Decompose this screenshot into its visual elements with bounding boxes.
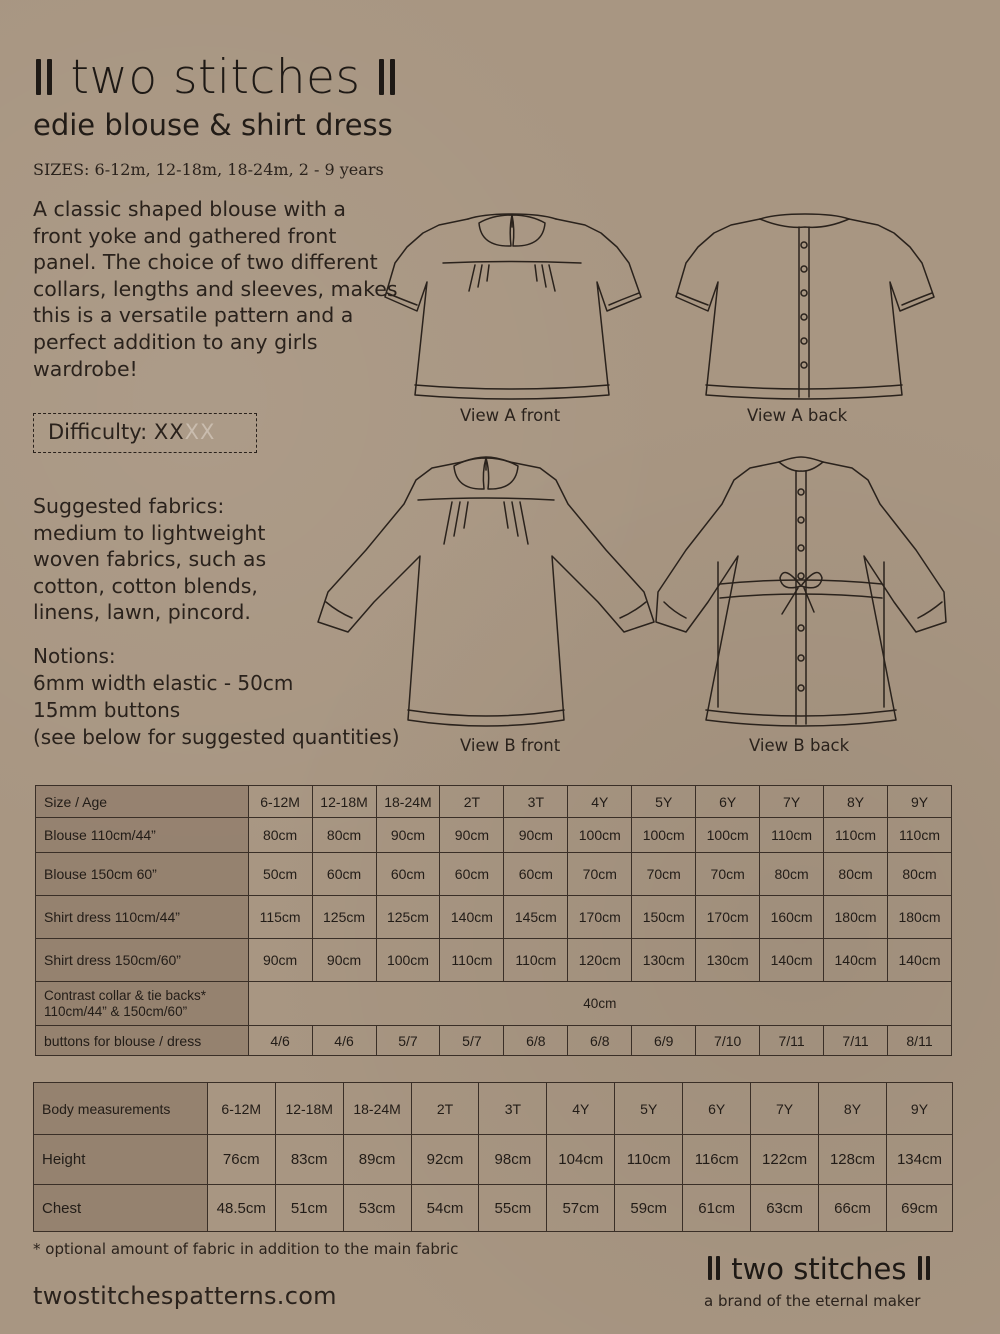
table-header-row: [34, 1083, 953, 1135]
notions-title: Notions:: [33, 644, 116, 668]
difficulty-label: Difficulty:: [48, 420, 154, 444]
table-cell: 90cm: [248, 939, 312, 982]
table-cell: 53cm: [343, 1185, 411, 1232]
table-cell: 90cm: [440, 818, 504, 853]
bar-right-mark: [379, 59, 384, 95]
table-cell: 125cm: [312, 896, 376, 939]
table-row: [36, 853, 952, 896]
row-label: Shirt dress 150cm/60”: [36, 939, 249, 982]
view-b-front-label: View B front: [460, 736, 561, 755]
table-cell: 116cm: [683, 1135, 751, 1185]
body-measurements-table: [33, 1082, 953, 1232]
suggested-fabrics: [33, 493, 333, 626]
header-cell: 6-12M: [248, 786, 312, 818]
table-cell: 7/11: [824, 1026, 888, 1056]
notions-line: (see below for suggested quantities): [33, 725, 400, 749]
header-cell: 5Y: [632, 786, 696, 818]
table-cell: 5/7: [376, 1026, 440, 1056]
bar-left-mark: [708, 1256, 712, 1280]
blouse-front-illustration: [383, 207, 643, 407]
table-row: [34, 1185, 953, 1232]
bar-left-mark: [36, 59, 41, 95]
table-cell: 92cm: [411, 1135, 479, 1185]
table-cell: 70cm: [632, 853, 696, 896]
table-cell: 61cm: [683, 1185, 751, 1232]
brand-name: two stitches: [70, 50, 361, 105]
header-cell: 7Y: [760, 786, 824, 818]
table-cell: 80cm: [760, 853, 824, 896]
table-cell: 90cm: [504, 818, 568, 853]
bar-left-mark: [47, 59, 52, 95]
sizes-line: SIZES: 6-12m, 12-18m, 18-24m, 2 - 9 years: [33, 160, 384, 179]
table-cell: 115cm: [248, 896, 312, 939]
table-cell: 80cm: [824, 853, 888, 896]
header-cell: 6Y: [696, 786, 760, 818]
table-cell: 8/11: [888, 1026, 952, 1056]
pattern-title: edie blouse & shirt dress: [33, 108, 393, 142]
table-cell: 140cm: [440, 896, 504, 939]
header-cell: 2T: [411, 1083, 479, 1135]
view-a-front-label: View A front: [460, 406, 561, 425]
fabrics-line: linens, lawn, pincord.: [33, 600, 251, 624]
fabrics-line: cotton, cotton blends,: [33, 573, 258, 598]
table-cell: 7/10: [696, 1026, 760, 1056]
header-cell: 4Y: [568, 786, 632, 818]
table-cell: 50cm: [248, 853, 312, 896]
table-cell: 89cm: [343, 1135, 411, 1185]
header-cell: Size / Age: [36, 786, 249, 818]
table-row: [36, 896, 952, 939]
table-cell: 110cm: [440, 939, 504, 982]
table-cell: 6/8: [504, 1026, 568, 1056]
table-cell: 90cm: [312, 939, 376, 982]
table-cell: 59cm: [615, 1185, 683, 1232]
brand-title: [33, 50, 398, 105]
table-cell: 180cm: [824, 896, 888, 939]
header-cell: 6-12M: [207, 1083, 275, 1135]
table-row: [36, 1026, 952, 1056]
contrast-label-line: Contrast collar & tie backs*: [44, 987, 207, 1003]
fabric-requirements-table: [35, 785, 952, 1056]
bar-left-mark: [716, 1256, 720, 1280]
table-cell: 140cm: [760, 939, 824, 982]
table-cell: 145cm: [504, 896, 568, 939]
table-cell: 140cm: [824, 939, 888, 982]
table-cell: 80cm: [312, 818, 376, 853]
header-cell: 2T: [440, 786, 504, 818]
header-cell: Body measurements: [34, 1083, 208, 1135]
table-cell: 140cm: [888, 939, 952, 982]
row-label: Chest: [34, 1185, 208, 1232]
table-cell: 6/8: [568, 1026, 632, 1056]
table-cell: 128cm: [819, 1135, 887, 1185]
contrast-label-line: 110cm/44” & 150cm/60”: [44, 1003, 188, 1019]
table-cell: 170cm: [568, 896, 632, 939]
header-cell: 12-18M: [275, 1083, 343, 1135]
header-cell: 7Y: [751, 1083, 819, 1135]
table-cell: 60cm: [440, 853, 504, 896]
blouse-back-illustration: [674, 207, 936, 407]
fabrics-title: Suggested fabrics:: [33, 494, 225, 518]
bar-right-mark: [926, 1256, 930, 1280]
header-cell: 3T: [479, 1083, 547, 1135]
table-cell: 55cm: [479, 1185, 547, 1232]
header-cell: 8Y: [824, 786, 888, 818]
fabrics-line: medium to lightweight: [33, 520, 266, 545]
row-label: Blouse 150cm 60”: [36, 853, 249, 896]
table-cell: 110cm: [888, 818, 952, 853]
table-cell: 80cm: [888, 853, 952, 896]
view-b-back-label: View B back: [749, 736, 850, 755]
table-cell: 48.5cm: [207, 1185, 275, 1232]
header-cell: 12-18M: [312, 786, 376, 818]
fabrics-line: woven fabrics, such as: [33, 547, 267, 571]
table-cell: 4/6: [312, 1026, 376, 1056]
table-cell: 54cm: [411, 1185, 479, 1232]
table-cell: 6/9: [632, 1026, 696, 1056]
notions-line: 15mm buttons: [33, 698, 181, 722]
table-cell: 60cm: [312, 853, 376, 896]
table-row: [36, 982, 952, 1026]
difficulty-rating-empty: XX: [184, 420, 216, 444]
table-cell: 60cm: [376, 853, 440, 896]
header-cell: 18-24M: [376, 786, 440, 818]
table-cell: 100cm: [632, 818, 696, 853]
table-cell: 98cm: [479, 1135, 547, 1185]
notions-line: 6mm width elastic - 50cm: [33, 671, 294, 695]
table-cell: 104cm: [547, 1135, 615, 1185]
table-cell: 100cm: [376, 939, 440, 982]
table-cell: 150cm: [632, 896, 696, 939]
table-cell: 90cm: [376, 818, 440, 853]
footnote: * optional amount of fabric in addition to the main fabric: [33, 1240, 459, 1258]
table-cell: 100cm: [696, 818, 760, 853]
header-cell: 3T: [504, 786, 568, 818]
table-cell: 160cm: [760, 896, 824, 939]
header-cell: 9Y: [888, 786, 952, 818]
dress-back-illustration: [656, 452, 986, 737]
table-cell: 51cm: [275, 1185, 343, 1232]
header-cell: 8Y: [819, 1083, 887, 1135]
table-cell: 110cm: [504, 939, 568, 982]
brand-logo-footer: [706, 1252, 932, 1286]
table-row: [36, 939, 952, 982]
table-cell: 83cm: [275, 1135, 343, 1185]
table-cell: 7/11: [760, 1026, 824, 1056]
table-cell: 110cm: [615, 1135, 683, 1185]
table-cell: 125cm: [376, 896, 440, 939]
table-cell: 60cm: [504, 853, 568, 896]
table-cell: 70cm: [568, 853, 632, 896]
bar-right-mark: [390, 59, 395, 95]
table-cell: 69cm: [886, 1185, 952, 1232]
table-cell: 100cm: [568, 818, 632, 853]
table-cell: 130cm: [696, 939, 760, 982]
table-cell: 70cm: [696, 853, 760, 896]
row-label: Blouse 110cm/44”: [36, 818, 249, 853]
table-cell: 130cm: [632, 939, 696, 982]
bar-right-mark: [918, 1256, 922, 1280]
header-cell: 9Y: [886, 1083, 952, 1135]
tagline: a brand of the eternal maker: [704, 1292, 921, 1310]
row-label: buttons for blouse / dress: [36, 1026, 249, 1056]
difficulty-box: [33, 413, 257, 453]
table-cell: 63cm: [751, 1185, 819, 1232]
header-cell: 5Y: [615, 1083, 683, 1135]
header-cell: 6Y: [683, 1083, 751, 1135]
table-cell: 134cm: [886, 1135, 952, 1185]
table-cell: 80cm: [248, 818, 312, 853]
table-cell: 57cm: [547, 1185, 615, 1232]
table-cell: 76cm: [207, 1135, 275, 1185]
table-cell: 110cm: [824, 818, 888, 853]
difficulty-rating-filled: XX: [153, 420, 185, 444]
table-cell: 180cm: [888, 896, 952, 939]
table-cell: 66cm: [819, 1185, 887, 1232]
dress-front-illustration: [316, 452, 656, 737]
table-cell: 5/7: [440, 1026, 504, 1056]
table-row: [36, 818, 952, 853]
table-cell: 120cm: [568, 939, 632, 982]
row-label: Shirt dress 110cm/44”: [36, 896, 249, 939]
table-row: [34, 1135, 953, 1185]
table-cell: 40cm: [248, 982, 951, 1026]
table-cell: 110cm: [760, 818, 824, 853]
row-label: [36, 982, 249, 1026]
header-cell: 18-24M: [343, 1083, 411, 1135]
header-cell: 4Y: [547, 1083, 615, 1135]
table-header-row: [36, 786, 952, 818]
description: A classic shaped blouse with a front yoke and gathered front panel. The choice of two different collars, lengths and sleeves, makes this is a versatile pattern and a perfect addition to any girls wardrobe!: [33, 197, 398, 381]
table-cell: 122cm: [751, 1135, 819, 1185]
table-cell: 170cm: [696, 896, 760, 939]
table-cell: 4/6: [248, 1026, 312, 1056]
row-label: Height: [34, 1135, 208, 1185]
brand-name: two stitches: [731, 1252, 907, 1286]
view-a-back-label: View A back: [747, 406, 848, 425]
website-link[interactable]: twostitchespatterns.com: [33, 1282, 337, 1310]
